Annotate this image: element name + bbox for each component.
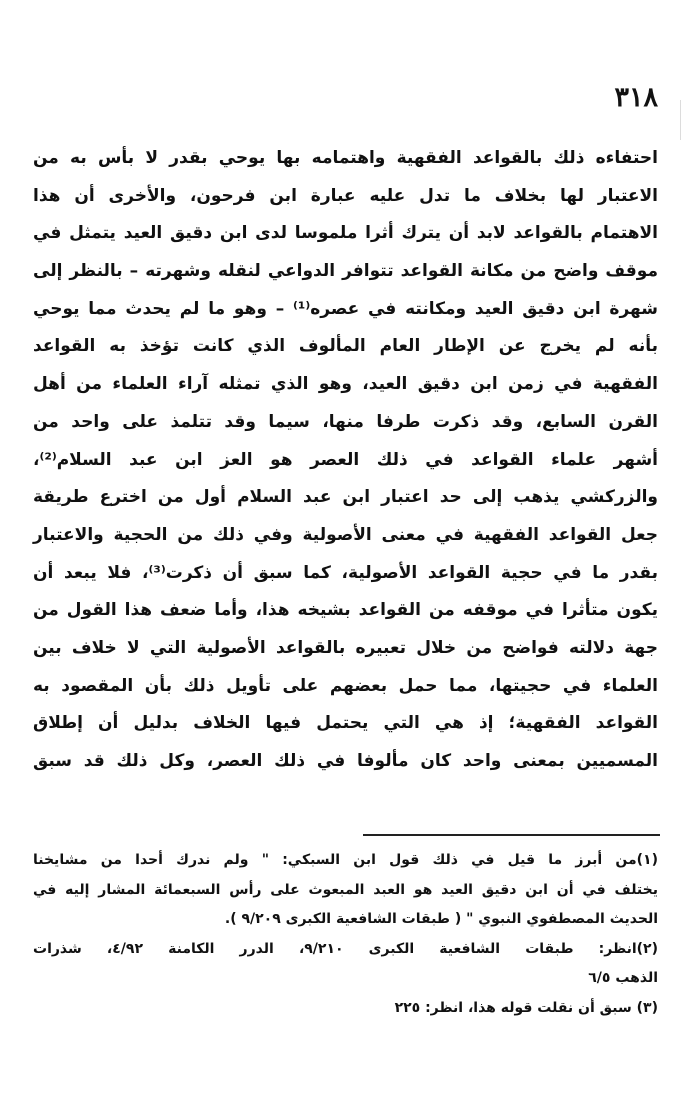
body-line: العلماء في حجيتها، مما حمل بعضهم على تأويل ذلك بأن المقصود به	[33, 675, 658, 696]
body-line: احتفاءه ذلك بالقواعد الفقهية واهتمامه بها يوحي بقدر لا بأس به من	[33, 148, 658, 168]
body-line: بقدر ما في حجية القواعد الأصولية، كما سبق أن ذكرت⁽³⁾، فلا يبعد أن	[33, 562, 658, 583]
footnote-line: (٢)انظر: طبقات الشافعية الكبرى ٩/٢١٠، الدرر الكامنة ٤/٩٢، شذرات	[33, 940, 658, 957]
body-line: شهرة ابن دقيق العيد ومكانته في عصره⁽¹⁾ – وهو ما لم يحدث مما يوحي	[33, 298, 658, 319]
footnote-line: (١)من أبرز ما قيل في ذلك قول ابن السبكي: " ولم ندرك أحدا من مشايخنا	[33, 852, 658, 868]
footnote-line: الذهب ٦/٥	[588, 970, 658, 986]
body-line: بأنه لم يخرج عن الإطار العام المألوف الذي كانت تؤخذ به القواعد	[33, 336, 658, 357]
body-line: يكون متأثرا في موقفه من القواعد بشيخه هذا، وأما ضعف هذا القول من	[33, 600, 658, 621]
body-line: أشهر علماء القواعد في ذلك العصر هو العز ابن عبد السلام⁽²⁾،	[33, 449, 658, 470]
body-line: الفقهية في زمن ابن دقيق العيد، وهو الذي تمثله آراء العلماء من أهل	[33, 374, 658, 395]
body-text	[33, 140, 658, 781]
margin-mark	[680, 100, 681, 140]
body-line: الاهتمام بالقواعد لابد أن يترك أثرا ملموسا لدى ابن دقيق العيد يتمثل في	[33, 223, 658, 244]
body-line: القواعد الفقهية؛ إذ هي التي يحتمل فيها الخلاف بدليل أن إطلاق	[33, 713, 658, 734]
body-line: القرن السابع، وقد ذكرت طرفا منها، سيما وقد تتلمذ على واحد من	[33, 411, 658, 432]
body-line: جهة دلالته فواضح من خلال تعبيره بالقواعد الأصولية التي لا خلاف بين	[33, 637, 658, 658]
body-line: جعل القواعد الفقهية في معنى الأصولية وفي ذلك من الحجية والاعتبار	[33, 524, 658, 545]
footnote-line: يختلف في أن ابن دقيق العيد هو العبد المبعوث على رأس السبعمائة المشار إليه في	[33, 881, 658, 898]
body-line: والزركشي يذهب إلى حد اعتبار ابن عبد السلام أول من اخترع طريقة	[33, 487, 658, 508]
body-line: الاعتبار لها بخلاف ما تدل عليه عبارة ابن فرحون، والأخرى أن هذا	[33, 185, 658, 206]
body-line: المسميين بمعنى واحد كان مألوفا في ذلك العصر، وكل ذلك قد سبق	[33, 751, 658, 771]
footnote-separator	[363, 834, 660, 836]
page-number: ٣١٨	[614, 82, 658, 113]
footnote-line: (٣) سبق أن نقلت قوله هذا، انظر: ٢٢٥	[394, 999, 658, 1016]
footnotes	[33, 846, 658, 1023]
body-line: موقف واضح من مكانة القواعد تتوافر الدواعي لنقله وشهرته – بالنظر إلى	[33, 261, 658, 282]
footnote-line: الحديث المصطفوي النبوي " ( طبقات الشافعية الكبرى ٩/٢٠٩ ).	[224, 911, 658, 927]
